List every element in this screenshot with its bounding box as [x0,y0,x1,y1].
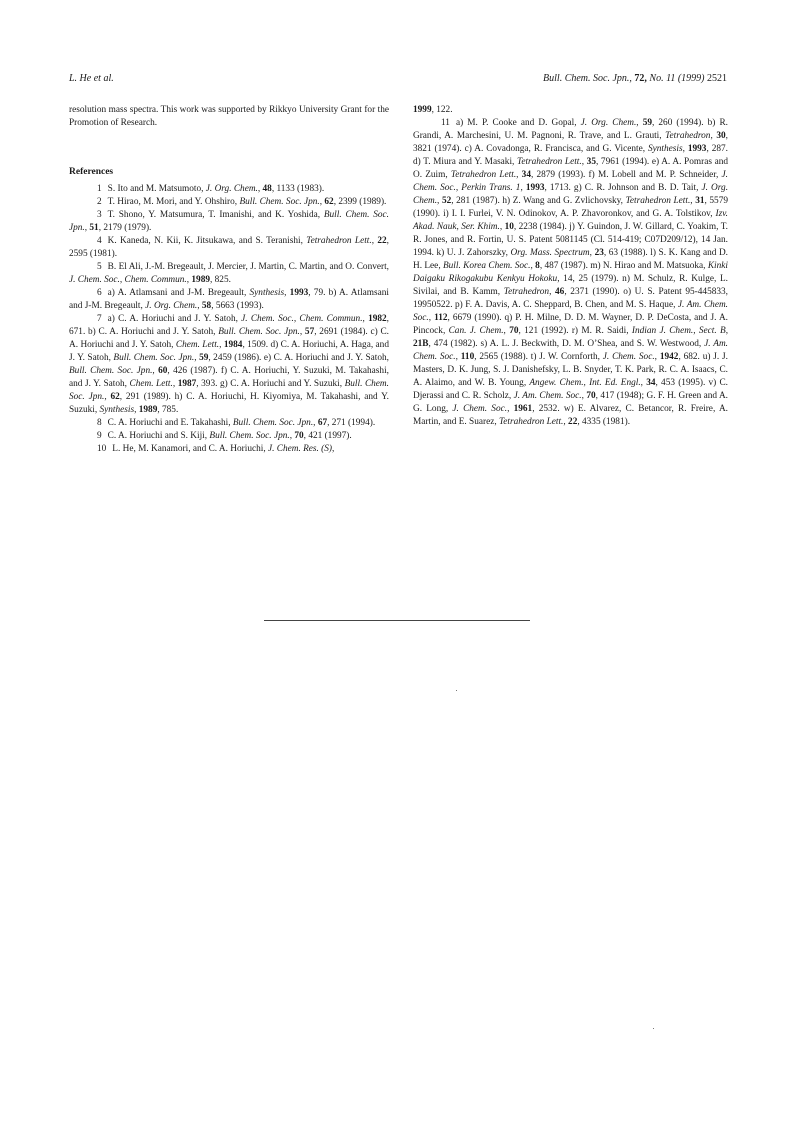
reference-text: C. A. Horiuchi and E. Takahashi, Bull. Chem. Soc. Jpn., 67, 271 (1994). [107,418,376,428]
running-head-journal [543,73,727,84]
reference-number: 2 [97,197,102,207]
reference-text: B. El Ali, J.-M. Bregeault, J. Mercier, J. Martin, C. Martin, and O. Convert, J. Chem. Soc., Chem. Commun., 1989, 825. [69,262,389,285]
page-number: 2521 [707,73,727,84]
reference-number: 5 [97,262,102,272]
running-head-authors: L. He et al. [69,73,114,84]
scan-speck [456,690,457,691]
reference-item [69,287,389,313]
reference-text: K. Kaneda, N. Kii, K. Jitsukawa, and S. Teranishi, Tetrahedron Lett., 22, 2595 (1981). [69,236,389,259]
journal-volume: 72, [634,73,647,84]
reference-text: S. Ito and M. Matsumoto, J. Org. Chem., 48, 1133 (1983). [107,184,325,194]
references-heading: References [69,167,114,177]
reference-item [69,196,389,209]
scan-speck [653,1028,654,1029]
left-column [69,104,389,456]
reference-item [69,235,389,261]
reference-number: 7 [97,314,102,324]
right-column [413,104,728,429]
reference-number: 4 [97,236,102,246]
journal-name: Bull. Chem. Soc. Jpn., [543,73,632,84]
reference-item [69,313,389,417]
reference-number: 8 [97,418,102,428]
reference-item [69,183,389,196]
reference-item [69,430,389,443]
reference-text: C. A. Horiuchi and S. Kiji, Bull. Chem. Soc. Jpn., 70, 421 (1997). [107,431,352,441]
reference-list-left [69,183,389,456]
acknowledgement-text: resolution mass spectra. This work was supported by Rikkyo University Grant for the Promotion of Research. [69,105,389,128]
reference-number: 6 [97,288,102,298]
end-rule [264,620,530,621]
reference-text: a) A. Atlamsani and J-M. Bregeault, Synthesis, 1993, 79. b) A. Atlamsani and J-M. Bregeault, J. Org. Chem., 58, 5663 (1993). [69,288,389,311]
reference-item [69,443,389,456]
reference-item [69,417,389,430]
reference-text: a) C. A. Horiuchi and J. Y. Satoh, J. Chem. Soc., Chem. Commun., 1982, 671. b) C. A. Horiuchi and J. Y. Satoh, Bull. Chem. Soc. Jpn., 57, 2691 (1984). c) C. A. Horiuchi and J. Y. Satoh, Chem. Lett., 1984, 1509. d) C. A. Horiuchi, A. Haga, and J. Y. Satoh, Bull. Chem. Soc. Jpn., 59, 2459 (1986). e) C. A. Horiuchi and J. Y. Satoh, Bull. Chem. Soc. Jpn., 60, 426 (1987). f) C. A. Horiuchi, Y. Suzuki, M. Takahashi, and J. Y. Satoh, Chem. Lett., 1987, 393. g) C. A. Horiuchi and Y. Suzuki, Bull. Chem. Soc. Jpn., 62, 291 (1989). h) C. A. Horiuchi, H. Kiyomiya, M. Takahashi, and Y. Suzuki, Synthesis, 1989, 785. [69,314,390,415]
reference-number: 1 [97,184,102,194]
reference-text: L. He, M. Kanamori, and C. A. Horiuchi, J. Chem. Res. (S), [112,444,335,454]
journal-issue: No. 11 (1999) [649,73,705,84]
reference-item [413,117,728,429]
reference-text: a) M. P. Cooke and D. Gopal, J. Org. Chem., 59, 260 (1994). b) R. Grandi, A. Marchesini, U. M. Pagnoni, R. Trave, and L. Grauti, Tetrahedron, 30, 3821 (1974). c) A. Covadonga, R. Francisca, and G. Vicente, Synthesis, 1993, 287. d) T. Miura and Y. Masaki, Tetrahedron Lett., 35, 7961 (1994). e) A. A. Pomras and O. Zuim, Tetrahedron Lett., 34, 2879 (1993). f) M. Lobell and M. P. Schneider, J. Chem. Soc., Perkin Trans. 1, 1993, 1713. g) C. R. Johnson and B. D. Tait, J. Org. Chem., 52, 281 (1987). h) Z. Wang and G. Zvlichovsky, Tetrahedron Lett., 31, 5579 (1990). i) I. I. Furlei, V. N. Odinokov, A. P. Zhavoronkov, and G. A. Tolstikov, Izv. Akad. Nauk, Ser. Khim., 10, 2238 (1984). j) Y. Guindon, J. W. Gillard, C. Yoakim, T. R. Jones, and R. Fortin, U. S. Patent 5081145 (Cl. 514-419; C07D209/12), 14 Jan. 1994. k) U. J. Zahorszky, Org. Mass. Spectrum, 23, 63 (1988). l) S. K. Kang and D. H. Lee, Bull. Korea Chem. Soc., 8, 487 (1987). m) N. Hirao and M. Matsuoka, Kinki Daigaku Rikogakubu Kenkyu Hokoku, 14, 25 (1979). n) M. Schulz, R. Kulge, L. Sivilai, and B. Kamm, Tetrahedron, 46, 2371 (1990). o) U. S. Patent 95-445833, 19950522. p) F. A. Davis, A. C. Sheppard, B. Chen, and M. S. Haque, J. Am. Chem. Soc., 112, 6679 (1990). q) P. H. Milne, D. D. M. Wayner, D. P. DeCosta, and J. A. Pincock, Can. J. Chem., 70, 121 (1992). r) M. R. Saidi, Indian J. Chem., Sect. B, 21B, 474 (1982). s) A. L. J. Beckwith, D. M. O’Shea, and S. W. Westwood, J. Am. Chem. Soc., 110, 2565 (1988). t) J. W. Cornforth, J. Chem. Soc., 1942, 682. u) J. J. Masters, D. K. Jung, S. J. Danishefsky, L. B. Snyder, T. K. Park, R. C. A. Isaacs, C. A. Alaimo, and W. B. Young, Angew. Chem., Int. Ed. Engl., 34, 453 (1995). v) C. Djerassi and C. R. Scholz, J. Am. Chem. Soc., 70, 417 (1948); G. F. H. Green and A. G. Long, J. Chem. Soc., 1961, 2532. w) E. Alvarez, C. Betancor, R. Freire, A. Martin, and E. Suarez, Tetrahedron Lett., 22, 4335 (1981). [413,118,729,427]
reference-item [69,209,389,235]
reference-text: T. Shono, Y. Matsumura, T. Imanishi, and K. Yoshida, Bull. Chem. Soc. Jpn., 51, 2179 (1979). [69,210,390,233]
reference-number: 9 [97,431,102,441]
reference-number: 3 [97,210,102,220]
reference-number: 11 [441,118,450,128]
reference-list-right [413,117,728,429]
reference-continuation: 1999, 122. [413,105,453,115]
reference-text: T. Hirao, M. Mori, and Y. Ohshiro, Bull. Chem. Soc. Jpn., 62, 2399 (1989). [107,197,387,207]
reference-number: 10 [97,444,107,454]
reference-item [69,261,389,287]
